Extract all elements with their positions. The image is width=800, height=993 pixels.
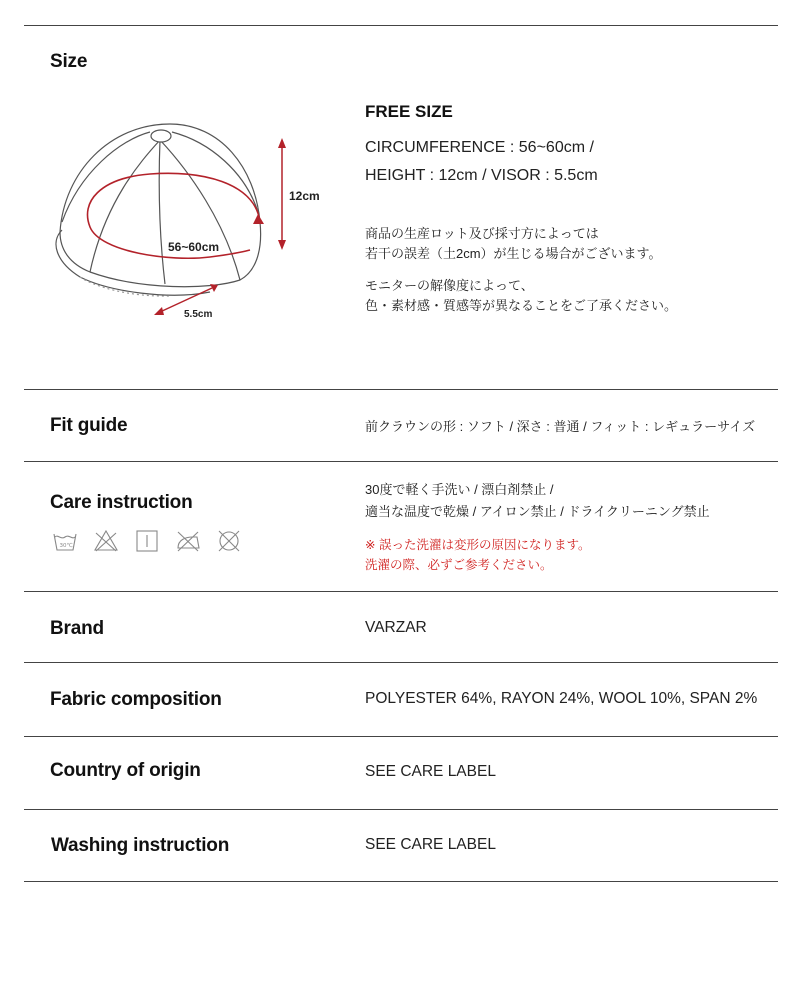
hat-size-diagram — [50, 112, 340, 327]
divider — [24, 591, 778, 592]
height-label: 12cm — [289, 189, 320, 203]
divider — [24, 461, 778, 462]
fabric-label: Fabric composition — [50, 689, 222, 710]
divider — [24, 881, 778, 882]
care-icons — [52, 528, 242, 554]
care-warning: ※ 誤った洗濯は変形の原因になります。 — [365, 538, 591, 552]
fabric-value: POLYESTER 64%, RAYON 24%, WOOL 10%, SPAN 2% — [365, 690, 758, 707]
divider — [24, 662, 778, 663]
size-label: Size — [50, 51, 88, 72]
brand-value: VARZAR — [365, 619, 427, 636]
divider — [24, 389, 778, 390]
no-bleach-icon — [93, 528, 119, 554]
circumference-label: 56~60cm — [168, 240, 220, 254]
no-dry-clean-icon — [216, 528, 242, 554]
size-note: 商品の生産ロット及び採寸方によっては — [365, 226, 599, 241]
size-note: 色・素材感・質感等が異なることをご了承ください。 — [365, 298, 678, 313]
size-note: モニターの解像度によって、 — [365, 278, 534, 293]
origin-value: SEE CARE LABEL — [365, 763, 496, 780]
dry-flat-icon — [134, 528, 160, 554]
divider — [24, 25, 778, 26]
wash-temp-label: 30℃ — [59, 543, 73, 549]
washing-label: Washing instruction — [51, 835, 230, 856]
size-height-visor: HEIGHT : 12cm / VISOR : 5.5cm — [365, 167, 598, 184]
care-line: 30度で軽く手洗い / 漂白剤禁止 / — [365, 482, 554, 497]
care-label: Care instruction — [50, 492, 193, 513]
size-title: FREE SIZE — [365, 102, 453, 121]
brand-label: Brand — [50, 618, 104, 639]
size-note: 若干の誤差（土2cm）が生じる場合がございます。 — [365, 246, 662, 261]
care-warning: 洗濯の際、必ずご参考ください。 — [365, 558, 553, 572]
divider — [24, 736, 778, 737]
visor-label: 5.5cm — [184, 309, 213, 320]
hand-wash-30-icon — [52, 528, 78, 554]
care-line: 適当な温度で乾燥 / アイロン禁止 / ドライクリーニング禁止 — [365, 504, 710, 519]
washing-value: SEE CARE LABEL — [365, 836, 496, 853]
origin-label: Country of origin — [50, 760, 201, 781]
size-circumference: CIRCUMFERENCE : 56~60cm / — [365, 139, 594, 156]
fit-value: 前クラウンの形 : ソフト / 深さ : 普通 / フィット : レギュラーサイズ — [365, 419, 756, 434]
fit-label: Fit guide — [50, 415, 128, 436]
divider — [24, 809, 778, 810]
no-iron-icon — [175, 528, 201, 554]
